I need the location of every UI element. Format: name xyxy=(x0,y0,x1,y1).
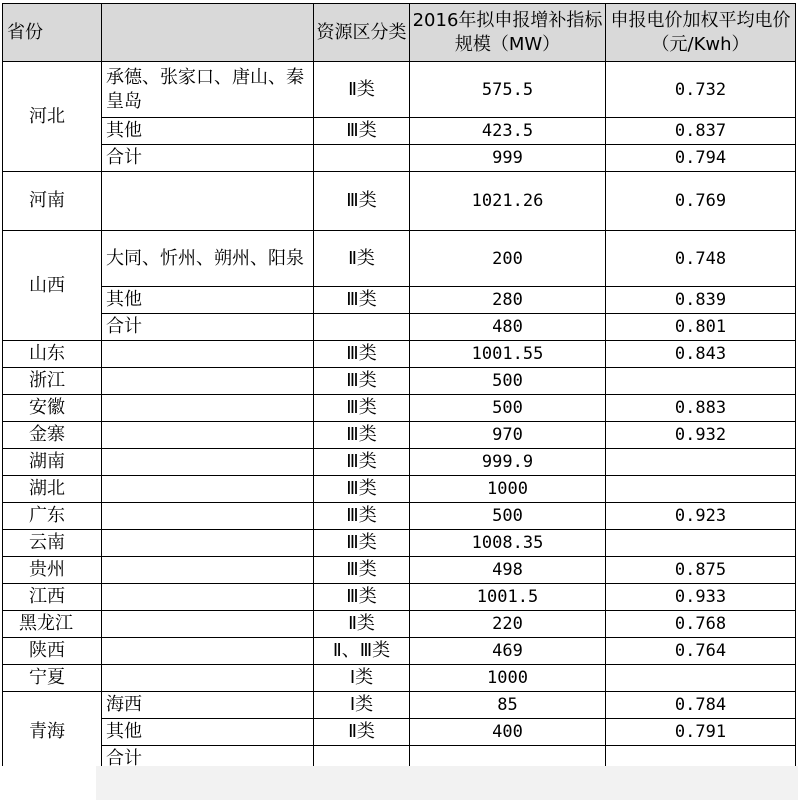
category-cell: Ⅲ类 xyxy=(314,395,410,422)
category-cell: Ⅱ类 xyxy=(314,62,410,118)
category-cell: Ⅲ类 xyxy=(314,172,410,231)
scale-cell: 1001.55 xyxy=(410,341,606,368)
price-cell: 0.923 xyxy=(606,503,796,530)
category-cell: Ⅲ类 xyxy=(314,449,410,476)
category-cell: Ⅱ类 xyxy=(314,231,410,287)
scale-cell: 575.5 xyxy=(410,62,606,118)
province-cell: 湖南 xyxy=(3,449,102,476)
table-row xyxy=(3,314,796,341)
category-cell: Ⅲ类 xyxy=(314,341,410,368)
header-province: 省份 xyxy=(3,4,102,62)
price-cell: 0.843 xyxy=(606,341,796,368)
region-cell: 其他 xyxy=(102,118,314,145)
header-price: 申报电价加权平均电价（元/Kwh） xyxy=(606,4,796,62)
table-row xyxy=(3,476,796,503)
scale-cell: 1000 xyxy=(410,476,606,503)
province-cell: 山东 xyxy=(3,341,102,368)
region-cell: 海西 xyxy=(102,692,314,719)
table-row xyxy=(3,145,796,172)
price-cell xyxy=(606,665,796,692)
category-cell xyxy=(314,314,410,341)
category-cell: Ⅲ类 xyxy=(314,287,410,314)
category-cell: Ⅲ类 xyxy=(314,476,410,503)
category-cell: Ⅲ类 xyxy=(314,503,410,530)
price-cell: 0.748 xyxy=(606,231,796,287)
province-cell: 浙江 xyxy=(3,368,102,395)
scale-cell: 970 xyxy=(410,422,606,449)
cropped-edge xyxy=(0,766,96,800)
province-cell: 金寨 xyxy=(3,422,102,449)
table-row xyxy=(3,422,796,449)
header-region xyxy=(102,4,314,62)
scale-cell: 400 xyxy=(410,719,606,746)
province-cell: 云南 xyxy=(3,530,102,557)
table-row xyxy=(3,557,796,584)
price-cell: 0.764 xyxy=(606,638,796,665)
table-row xyxy=(3,287,796,314)
price-cell: 0.875 xyxy=(606,557,796,584)
category-cell: Ⅲ类 xyxy=(314,530,410,557)
province-cell: 广东 xyxy=(3,503,102,530)
region-cell xyxy=(102,449,314,476)
price-cell: 0.794 xyxy=(606,145,796,172)
province-cell: 青海 xyxy=(3,692,102,767)
region-cell: 其他 xyxy=(102,719,314,746)
province-cell: 陕西 xyxy=(3,638,102,665)
price-cell xyxy=(606,368,796,395)
pv-quota-table xyxy=(2,3,796,766)
price-cell: 0.801 xyxy=(606,314,796,341)
province-cell: 河北 xyxy=(3,62,102,172)
price-cell: 0.784 xyxy=(606,692,796,719)
table-row xyxy=(3,746,796,767)
scale-cell: 220 xyxy=(410,611,606,638)
region-cell xyxy=(102,368,314,395)
category-cell: Ⅲ类 xyxy=(314,422,410,449)
table-row xyxy=(3,118,796,145)
table-row xyxy=(3,449,796,476)
category-cell: Ⅰ类 xyxy=(314,692,410,719)
province-cell: 湖北 xyxy=(3,476,102,503)
region-cell xyxy=(102,530,314,557)
price-cell: 0.932 xyxy=(606,422,796,449)
region-cell: 其他 xyxy=(102,287,314,314)
scale-cell: 469 xyxy=(410,638,606,665)
price-cell xyxy=(606,530,796,557)
region-cell xyxy=(102,341,314,368)
category-cell: Ⅱ类 xyxy=(314,719,410,746)
category-cell: Ⅲ类 xyxy=(314,584,410,611)
scale-cell: 498 xyxy=(410,557,606,584)
table-row xyxy=(3,341,796,368)
category-cell xyxy=(314,746,410,767)
table-row xyxy=(3,611,796,638)
region-cell xyxy=(102,172,314,231)
province-cell: 江西 xyxy=(3,584,102,611)
region-cell xyxy=(102,638,314,665)
price-cell xyxy=(606,449,796,476)
scale-cell: 1008.35 xyxy=(410,530,606,557)
scale-cell: 500 xyxy=(410,368,606,395)
region-cell xyxy=(102,611,314,638)
header-scale: 2016年拟申报增补指标规模（MW） xyxy=(410,4,606,62)
province-cell: 黑龙江 xyxy=(3,611,102,638)
table-row xyxy=(3,395,796,422)
screenshot-bottom-margin xyxy=(0,766,798,800)
region-cell xyxy=(102,422,314,449)
region-cell xyxy=(102,557,314,584)
table-row xyxy=(3,231,796,287)
header-category: 资源区分类 xyxy=(314,4,410,62)
scale-cell: 85 xyxy=(410,692,606,719)
price-cell: 0.837 xyxy=(606,118,796,145)
scale-cell: 999.9 xyxy=(410,449,606,476)
province-cell: 山西 xyxy=(3,231,102,341)
scale-cell: 480 xyxy=(410,314,606,341)
table-row xyxy=(3,172,796,231)
category-cell: Ⅲ类 xyxy=(314,557,410,584)
scale-cell: 200 xyxy=(410,231,606,287)
table-row xyxy=(3,368,796,395)
region-cell xyxy=(102,503,314,530)
province-cell: 安徽 xyxy=(3,395,102,422)
scale-cell: 999 xyxy=(410,145,606,172)
table-row xyxy=(3,719,796,746)
category-cell: Ⅱ类 xyxy=(314,611,410,638)
scale-cell: 500 xyxy=(410,503,606,530)
region-cell xyxy=(102,395,314,422)
scale-cell: 1001.5 xyxy=(410,584,606,611)
category-cell: Ⅱ、Ⅲ类 xyxy=(314,638,410,665)
category-cell xyxy=(314,145,410,172)
price-cell xyxy=(606,476,796,503)
price-cell: 0.769 xyxy=(606,172,796,231)
table-row xyxy=(3,62,796,118)
scale-cell: 1021.26 xyxy=(410,172,606,231)
table-row xyxy=(3,503,796,530)
region-cell: 大同、忻州、朔州、阳泉 xyxy=(102,231,314,287)
region-cell: 承德、张家口、唐山、秦皇岛 xyxy=(102,62,314,118)
region-cell xyxy=(102,476,314,503)
scale-cell: 1000 xyxy=(410,665,606,692)
price-cell: 0.839 xyxy=(606,287,796,314)
table-row xyxy=(3,638,796,665)
table-row xyxy=(3,584,796,611)
price-cell: 0.791 xyxy=(606,719,796,746)
scale-cell: 500 xyxy=(410,395,606,422)
region-cell: 合计 xyxy=(102,746,314,767)
scale-cell xyxy=(410,746,606,767)
table-row xyxy=(3,692,796,719)
region-cell xyxy=(102,584,314,611)
header-row xyxy=(3,4,796,62)
province-cell: 河南 xyxy=(3,172,102,231)
price-cell: 0.768 xyxy=(606,611,796,638)
category-cell: Ⅲ类 xyxy=(314,368,410,395)
table-row xyxy=(3,665,796,692)
region-cell: 合计 xyxy=(102,314,314,341)
table-row xyxy=(3,530,796,557)
scale-cell: 423.5 xyxy=(410,118,606,145)
province-cell: 贵州 xyxy=(3,557,102,584)
province-cell: 宁夏 xyxy=(3,665,102,692)
region-cell: 合计 xyxy=(102,145,314,172)
price-cell: 0.933 xyxy=(606,584,796,611)
region-cell xyxy=(102,665,314,692)
price-cell: 0.732 xyxy=(606,62,796,118)
category-cell: Ⅰ类 xyxy=(314,665,410,692)
category-cell: Ⅲ类 xyxy=(314,118,410,145)
scale-cell: 280 xyxy=(410,287,606,314)
price-cell xyxy=(606,746,796,767)
price-cell: 0.883 xyxy=(606,395,796,422)
